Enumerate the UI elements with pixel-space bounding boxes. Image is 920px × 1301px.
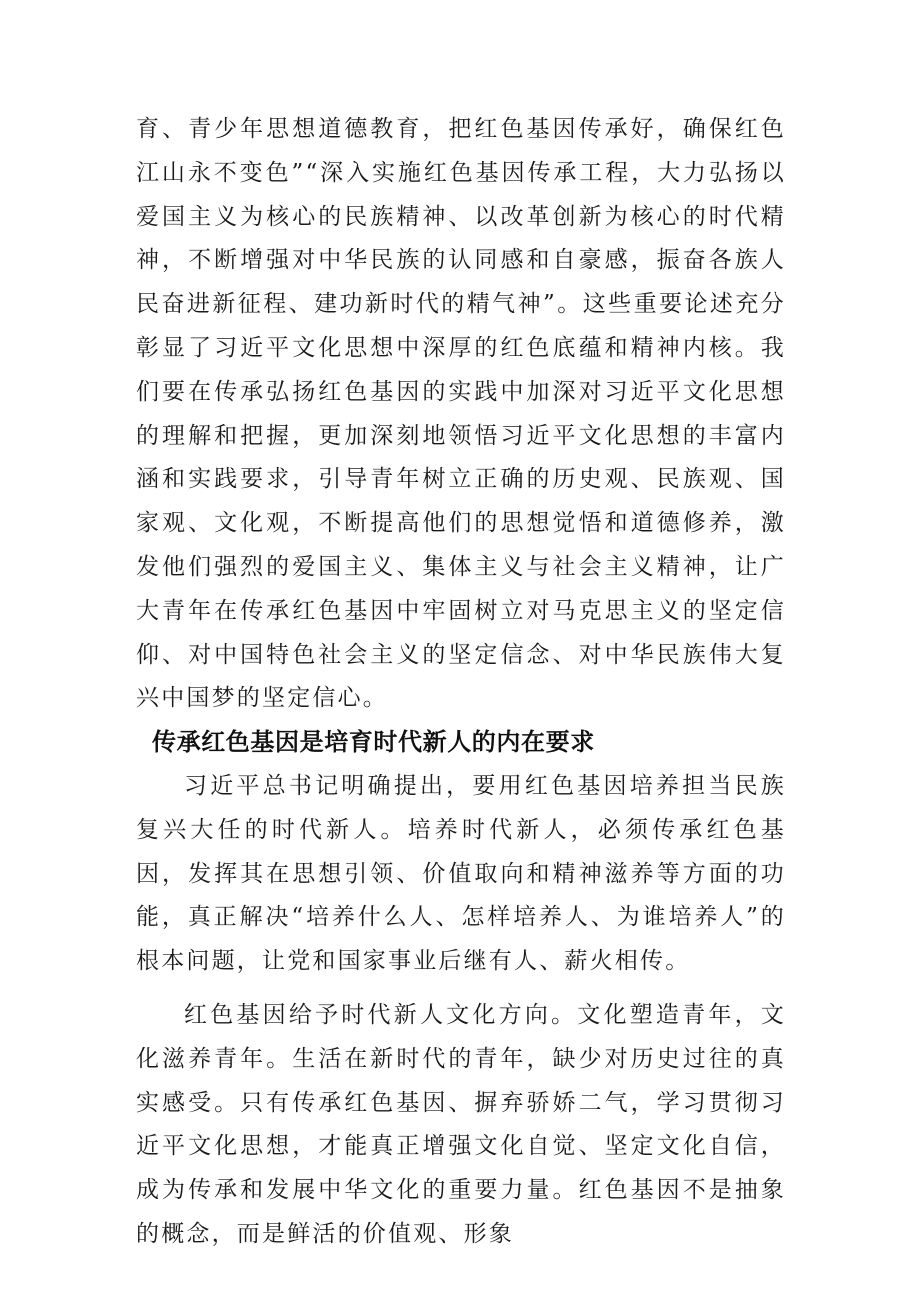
document-body (136, 108, 786, 1257)
paragraph-training-new-generation: 习近平总书记明确提出，要用红色基因培养担当民族复兴大任的时代新人。培养时代新人，必须传承红色基因，发挥其在思想引领、价值取向和精神滋养等方面的功能，真正解决“培养什么人、怎样培养人、为谁培养人”的根本问题，让党和国家事业后继有人、薪火相传。 (136, 772, 786, 975)
section-heading: 传承红色基因是培育时代新人的内在要求 (152, 728, 595, 757)
paragraph-cultural-direction: 红色基因给予时代新人文化方向。文化塑造青年，文化滋养青年。生活在新时代的青年，缺少对历史过往的真实感受。只有传承红色基因、摒弃骄娇二气，学习贯彻习近平文化思想，才能真正增强文化自觉、坚定文化自信，成为传承和发展中华文化的重要力量。红色基因不是抽象的概念，而是鲜活的价值观、形象 (136, 1001, 786, 1247)
paragraph-spacer (136, 984, 786, 994)
paragraph-continued: 育、青少年思想道德教育，把红色基因传承好，确保红色江山永不变色”“深入实施红色基因传承工程，大力弘扬以爱国主义为核心的民族精神、以改革创新为核心的时代精神，不断增强对中华民族的认同感和自豪感，振奋各族人民奋进新征程、建功新时代的精气神”。这些重要论述充分彰显了习近平文化思想中深厚的红色底蕴和精神内核。我们要在传承弘扬红色基因的实践中加深对习近平文化思想的理解和把握，更加深刻地领悟习近平文化思想的丰富内涵和实践要求，引导青年树立正确的历史观、民族观、国家观、文化观，不断提高他们的思想觉悟和道德修养，激发他们强烈的爱国主义、集体主义与社会主义精神，让广大青年在传承红色基因中牢固树立对马克思主义的坚定信仰、对中国特色社会主义的坚定信念、对中华民族伟大复兴中国梦的坚定信心。 (136, 116, 786, 712)
